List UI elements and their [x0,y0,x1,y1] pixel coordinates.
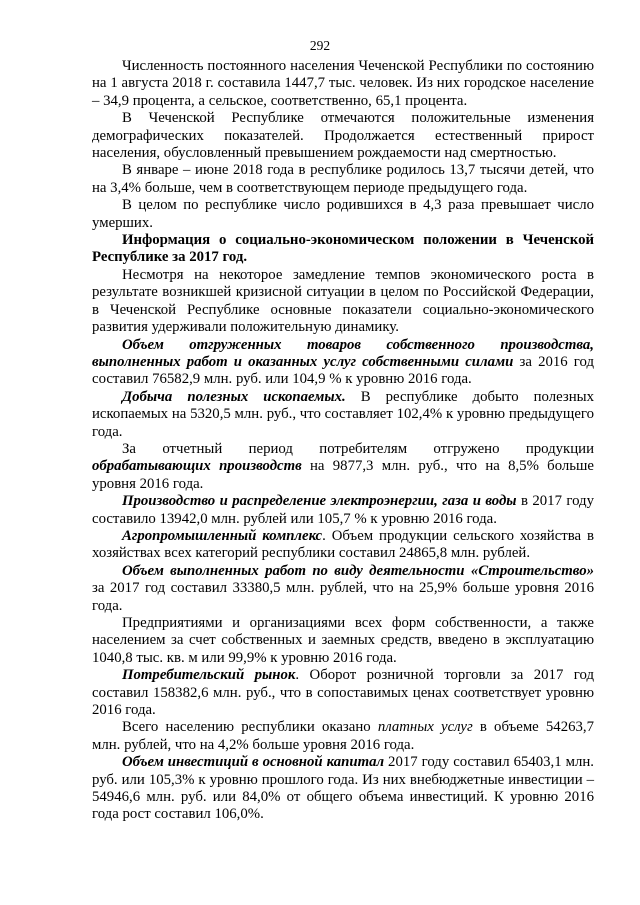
section-heading: Информация о социально-экономическом положении в Чеченской Республике за 2017 год. [92,232,594,266]
text-manufacturing-pre: За отчетный период потребителям отгружено продукции [122,440,594,457]
paragraph-birth-ratio: В целом по республике число родившихся в 4,3 раза превышает число умерших. [92,197,594,231]
paragraph-demographics: В Чеченской Республике отмечаются положительные изменения демографических показателей. Продолжается естественный прирост населения, обусловленный превышением рождаемости над смертностью. [92,110,594,162]
text-investments: 2017 году составил 65403,1 млн. руб. или 105,3% к уровню прошлого года. Из них внебюджетные инвестиции – 54946,6 млн. руб. или 84,0% от общего объема инвестиций. К уровню 2016 года рост составил 106,0%. [92,754,594,823]
text-shipped-goods: за 2016 год составил 76582,9 млн. руб. или 104,9 % к уровню 2016 года. [92,353,595,388]
term-agriculture: Агропромышленный комплекс [122,527,323,544]
term-utilities: Производство и распределение электроэнергии, газа и воды [122,493,517,510]
paragraph-paid-services [92,719,594,754]
term-shipped-goods: Объем отгруженных товаров собственного производства, выполненных работ и оказанных услуг собственными силами [92,336,594,370]
paragraph-economy-intro: Несмотря на некоторое замедление темпов экономического роста в результате возникшей кризисной ситуации в целом по Российской Федерации, в Чеченской Республике основные показатели социально-экономического развития удерживали положительную динамику. [92,266,594,336]
paragraph-mining [92,389,594,441]
paragraph-construction [92,563,594,615]
text-consumer-market: . Оборот розничной торговли за 2017 год составил 158382,6 млн. руб., что в сопоставимых ценах соответствует уровню 2016 года. [92,667,594,719]
paragraph-births: В январе – июне 2018 года в республике родилось 13,7 тысячи детей, что на 3,4% больше, чем в соответствующем периоде предыдущего года. [92,162,594,196]
paragraph-manufacturing [92,441,594,493]
paragraph-shipped-goods [92,337,594,389]
term-manufacturing: обрабатывающих производств [92,458,302,475]
text-utilities: в 2017 году составило 13942,0 млн. рублей или 105,7 % к уровню 2016 года. [92,493,594,527]
paragraph-population: Численность постоянного населения Чеченской Республики по состоянию на 1 августа 2018 г. составила 1447,7 тыс. человек. Из них городское население – 34,9 процента, а сельское, соответственно, 65,1 процента. [92,58,594,109]
text-manufacturing: на 9877,3 млн. руб., что на 8,5% больше уровня 2016 года. [92,458,594,492]
text-paid-services: в объеме 54263,7 млн. рублей, что на 4,2% больше уровня 2016 года. [92,719,594,753]
paragraph-housing: Предприятиями и организациями всех форм собственности, а также населением за счет собственных и заемных средств, введено в эксплуатацию 1040,8 тыс. кв. м или 99,9% к уровню 2016 года. [92,615,594,666]
term-construction: Объем выполненных работ по виду деятельности «Строительство» [122,562,594,579]
term-investments: Объем инвестиций в основной капитал [122,754,385,771]
paragraph-utilities [92,493,594,528]
paragraph-consumer-market [92,667,594,719]
term-paid-services: платных услуг [377,719,473,736]
term-mining: Добыча полезных ископаемых. [122,388,346,405]
text-paid-services-pre: Всего населению республики оказано [122,719,378,736]
text-mining: В республике добыто полезных ископаемых на 5320,5 млн. руб., что составляет 102,4% к уровню предыдущего года. [92,388,594,440]
paragraph-investments [92,754,594,824]
paragraph-agriculture [92,528,594,563]
text-agriculture: . Объем продукции сельского хозяйства в хозяйствах всех категорий республики составил 24865,8 млн. рублей. [92,527,594,562]
term-consumer-market: Потребительский рынок [122,667,296,684]
page-number: 292 [309,38,331,53]
text-construction: за 2017 год составил 33380,5 млн. рублей, что на 25,9% больше уровня 2016 года. [92,580,594,614]
